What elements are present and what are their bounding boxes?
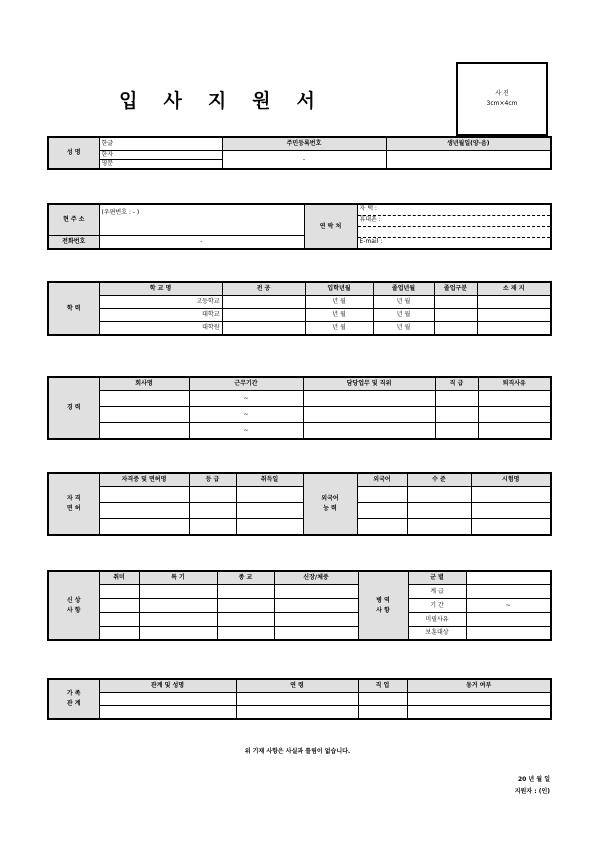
declaration-note: 위 기재 사항은 사실과 틀림이 없습니다. <box>244 748 351 755</box>
license-cell[interactable] <box>236 519 303 536</box>
career-reason-cell[interactable] <box>478 391 551 407</box>
family-section <box>47 678 552 720</box>
military-cell[interactable] <box>466 571 551 585</box>
license-cell[interactable] <box>189 503 236 519</box>
personal-cell[interactable] <box>99 585 139 599</box>
edu-type-cell[interactable] <box>434 322 477 336</box>
lang-cell[interactable] <box>407 503 471 519</box>
career-duty-cell[interactable] <box>303 423 435 440</box>
license-cell[interactable] <box>189 519 236 536</box>
edu-grad-cell[interactable]: 년 월 <box>373 309 434 322</box>
personal-cell[interactable] <box>274 613 358 627</box>
edu-header-grad: 졸업년월 <box>373 282 434 296</box>
personal-header-body: 신장/체중 <box>274 571 358 585</box>
career-period-cell[interactable]: ~ <box>189 407 303 423</box>
education-label: 학 력 <box>48 282 99 335</box>
military-row-label: 보훈대상 <box>408 627 466 641</box>
edu-header-location: 소 재 지 <box>477 282 551 296</box>
edu-location-cell[interactable] <box>477 296 551 309</box>
career-header-duty: 담당업무 및 직위 <box>303 377 435 391</box>
career-header-rank: 직 급 <box>435 377 478 391</box>
edu-type-cell[interactable] <box>434 296 477 309</box>
birth-header: 생년월일(양·음) <box>386 137 551 151</box>
career-company-cell[interactable] <box>99 423 189 440</box>
edu-entry-cell[interactable]: 년 월 <box>305 322 373 336</box>
career-section <box>47 376 552 440</box>
name-korean-field[interactable]: 한글 <box>99 137 222 151</box>
personal-cell[interactable] <box>274 627 358 641</box>
personal-cell[interactable] <box>139 599 217 613</box>
license-cell[interactable] <box>99 487 189 503</box>
family-cell[interactable] <box>407 693 551 706</box>
ssn-value[interactable]: - <box>222 151 386 170</box>
military-cell[interactable] <box>466 585 551 599</box>
edu-major-cell[interactable] <box>222 296 305 309</box>
contact-blank[interactable] <box>358 227 551 238</box>
license-header-name: 자격증 및 면허명 <box>99 473 189 487</box>
lang-cell[interactable] <box>471 503 551 519</box>
edu-location-cell[interactable] <box>477 322 551 336</box>
military-label: 병 역 사 항 <box>358 571 408 640</box>
family-cell[interactable] <box>99 693 236 706</box>
personal-cell[interactable] <box>274 599 358 613</box>
career-reason-cell[interactable] <box>478 407 551 423</box>
personal-cell[interactable] <box>99 613 139 627</box>
lang-header-exam: 시험명 <box>471 473 551 487</box>
family-header-age: 연 령 <box>236 679 358 693</box>
career-period-cell[interactable]: ~ <box>189 423 303 440</box>
career-rank-cell[interactable] <box>435 407 478 423</box>
family-cell[interactable] <box>358 693 407 706</box>
personal-cell[interactable] <box>99 599 139 613</box>
lang-cell[interactable] <box>357 503 407 519</box>
career-header-period: 근무기간 <box>189 377 303 391</box>
license-label: 자 격 면 허 <box>48 473 99 535</box>
family-header-name: 관계 및 성명 <box>99 679 236 693</box>
edu-grad-cell[interactable]: 년 월 <box>373 322 434 336</box>
lang-cell[interactable] <box>471 487 551 503</box>
personal-cell[interactable] <box>99 627 139 641</box>
edu-header-entry: 입학년월 <box>305 282 373 296</box>
personal-header-hobby: 취미 <box>99 571 139 585</box>
name-label: 성 명 <box>48 137 99 169</box>
edu-entry-cell[interactable]: 년 월 <box>305 309 373 322</box>
license-cell[interactable] <box>236 487 303 503</box>
family-cell[interactable] <box>358 706 407 720</box>
personal-cell[interactable] <box>139 627 217 641</box>
address-field[interactable]: (우편번호 : - ) <box>99 204 304 236</box>
career-duty-cell[interactable] <box>303 391 435 407</box>
career-header-reason: 퇴직사유 <box>478 377 551 391</box>
photo-box <box>456 62 548 136</box>
personal-header-religion: 종 교 <box>217 571 274 585</box>
name-english-field[interactable]: 영문 <box>99 160 222 170</box>
edu-header-major: 전 공 <box>222 282 305 296</box>
edu-grad-cell[interactable]: 년 월 <box>373 296 434 309</box>
date-line[interactable]: 20 년 월 일 <box>517 776 550 783</box>
name-section <box>47 136 552 170</box>
family-cell[interactable] <box>236 693 358 706</box>
contact-email[interactable]: E-mail : <box>359 238 383 245</box>
personal-cell[interactable] <box>139 613 217 627</box>
career-period-cell[interactable]: ~ <box>189 391 303 407</box>
contact-home[interactable]: 자 택 : <box>358 205 551 216</box>
address-section <box>47 203 552 250</box>
lang-header-language: 외국어 <box>357 473 407 487</box>
career-company-cell[interactable] <box>99 407 189 423</box>
career-company-cell[interactable] <box>99 391 189 407</box>
photo-size-label: 3cm×4cm <box>486 100 518 107</box>
family-header-job: 직 업 <box>358 679 407 693</box>
personal-cell[interactable] <box>217 585 274 599</box>
language-label: 외국어 능 력 <box>303 473 357 535</box>
career-label: 경 력 <box>48 377 99 439</box>
personal-cell[interactable] <box>217 613 274 627</box>
personal-header-skill: 특 기 <box>139 571 217 585</box>
personal-cell[interactable] <box>274 585 358 599</box>
edu-school-cell[interactable]: 대학원 <box>99 322 222 336</box>
family-cell[interactable] <box>99 706 236 720</box>
edu-location-cell[interactable] <box>477 309 551 322</box>
family-cell[interactable] <box>407 706 551 720</box>
edu-major-cell[interactable] <box>222 309 305 322</box>
personal-label: 신 상 사 항 <box>48 571 99 640</box>
edu-school-cell[interactable]: 대학교 <box>99 309 222 322</box>
lang-cell[interactable] <box>357 487 407 503</box>
license-section <box>47 472 552 536</box>
license-cell[interactable] <box>99 519 189 536</box>
career-reason-cell[interactable] <box>478 423 551 440</box>
edu-header-school: 학 교 명 <box>99 282 222 296</box>
signature-block <box>420 774 550 798</box>
personal-cell[interactable] <box>217 599 274 613</box>
license-cell[interactable] <box>189 487 236 503</box>
edu-type-cell[interactable] <box>434 309 477 322</box>
birth-value[interactable] <box>386 151 551 170</box>
military-cell[interactable] <box>466 627 551 641</box>
phone-label: 전화번호 <box>48 236 99 250</box>
lang-cell[interactable] <box>357 519 407 536</box>
career-rank-cell[interactable] <box>435 423 478 440</box>
military-cell[interactable]: ~ <box>466 599 551 613</box>
lang-header-level: 수 준 <box>407 473 471 487</box>
military-cell[interactable] <box>466 613 551 627</box>
personal-section <box>47 570 552 641</box>
career-rank-cell[interactable] <box>435 391 478 407</box>
edu-major-cell[interactable] <box>222 322 305 336</box>
license-header-date: 취득일 <box>236 473 303 487</box>
personal-cell[interactable] <box>217 627 274 641</box>
address-label: 현 주 소 <box>48 204 99 236</box>
signature-line[interactable]: 지원자 : (인) <box>514 788 550 795</box>
contact-label: 연 락 처 <box>304 204 357 249</box>
edu-header-type: 졸업구분 <box>434 282 477 296</box>
page-title: 입사지원서 <box>119 90 341 112</box>
military-row-label: 군 별 <box>408 571 466 585</box>
photo-label: 사 진 <box>495 90 509 97</box>
license-cell[interactable] <box>99 503 189 519</box>
name-hanja-field[interactable]: 한자 <box>99 151 222 160</box>
military-row-label: 미필사유 <box>408 613 466 627</box>
family-label: 가 족 관 계 <box>48 679 99 719</box>
military-row-label: 기 간 <box>408 599 466 613</box>
career-header-company: 회사명 <box>99 377 189 391</box>
license-cell[interactable] <box>236 503 303 519</box>
personal-cell[interactable] <box>139 585 217 599</box>
military-row-label: 계 급 <box>408 585 466 599</box>
edu-entry-cell[interactable]: 년 월 <box>305 296 373 309</box>
family-header-live: 동거 여부 <box>407 679 551 693</box>
family-cell[interactable] <box>236 706 358 720</box>
career-duty-cell[interactable] <box>303 407 435 423</box>
edu-school-cell[interactable]: 고등학교 <box>99 296 222 309</box>
lang-cell[interactable] <box>407 519 471 536</box>
education-section <box>47 281 552 336</box>
lang-cell[interactable] <box>407 487 471 503</box>
lang-cell[interactable] <box>471 519 551 536</box>
contact-mobile[interactable]: 휴대폰 : <box>358 216 551 227</box>
ssn-header: 주민등록번호 <box>222 137 386 151</box>
license-header-grade: 등 급 <box>189 473 236 487</box>
phone-field[interactable]: - <box>99 236 304 250</box>
